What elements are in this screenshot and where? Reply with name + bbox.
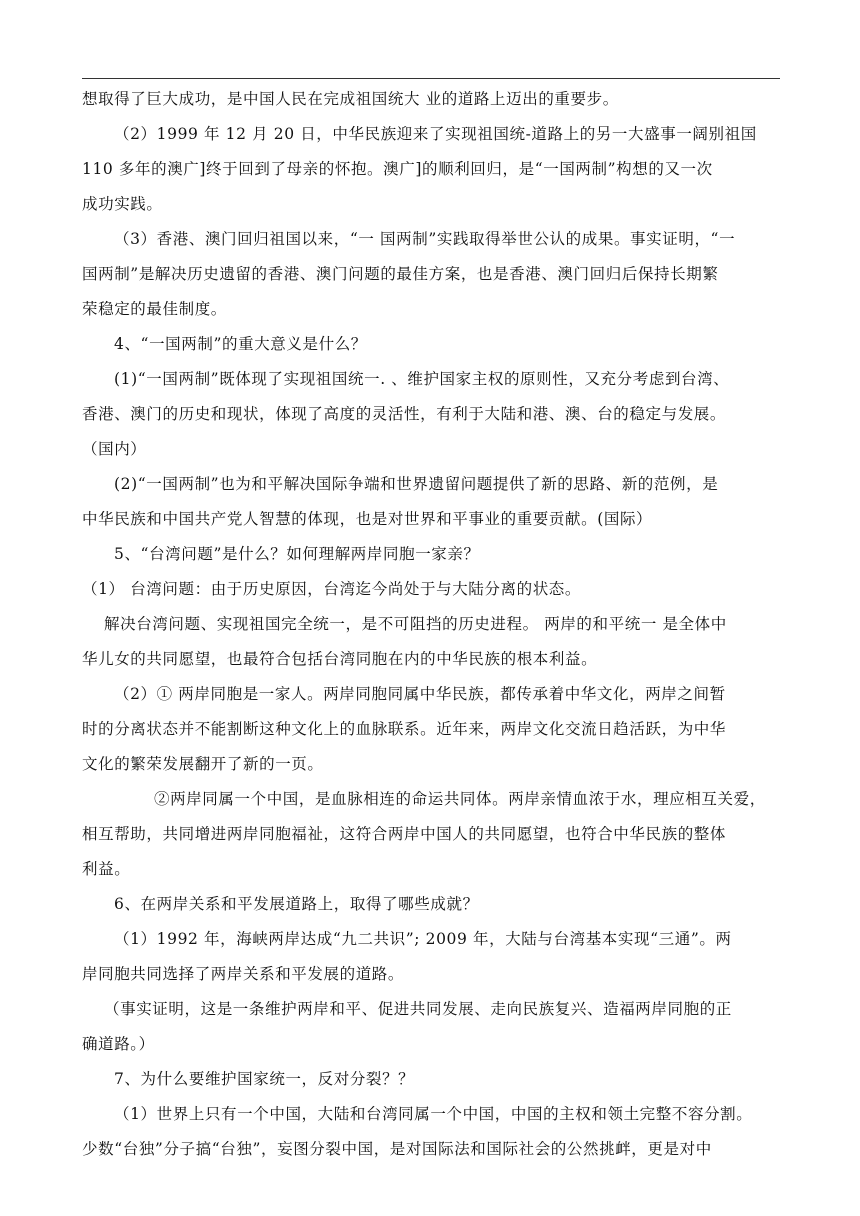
question-heading: 7、为什么要维护国家统一，反对分裂？？ [114,1070,415,1088]
text-line: （3）香港、澳门回归祖国以来，“一 国两制”实践取得举世公认的成果。事实证明，“一 [114,230,736,248]
text-line: （1）世界上只有一个中国，大陆和台湾同属一个中国，中国的主权和领土完整不容分割。 [114,1105,753,1123]
text-line: 香港、澳门的历史和现状，体现了高度的灵活性，有利于大陆和港、澳、台的稳定与发展。 [82,405,727,423]
text-line: (1)“一国两制”既体现了实现祖国统一. 、维护国家主权的原则性，又充分考虑到台湾、 [114,370,730,388]
text-line: 利益。 [82,860,131,878]
text-line: 岸同胞共同选择了两岸关系和平发展的道路。 [82,965,405,983]
question-heading: 5、“台湾问题”是什么？如何理解两岸同胞一家亲？ [114,545,480,563]
text-line: (2)“一国两制”也为和平解决国际争端和世界遗留问题提供了新的思路、新的范例，是 [114,475,719,493]
text-line: 少数“台独”分子搞“台独”，妄图分裂中国，是对国际法和国际社会的公然挑衅，更是对中 [82,1140,712,1158]
text-line: 110 多年的澳广]终于回到了母亲的怀抱。澳广]的顺利回归，是“一国两制”构想的又一次 [82,160,713,178]
text-line: 想取得了巨大成功，是中国人民在完成祖国统大 业的道路上迈出的重要步。 [82,90,619,108]
text-line: （1）1992 年，海峡两岸达成“九二共识”; 2009 年，大陆与台湾基本实现“三通”。两 [114,930,732,948]
text-line: 文化的繁荣发展翻开了新的一页。 [82,755,324,773]
text-line: （事实证明，这是一条维护两岸和平、促进共同发展、走向民族复兴、造福两岸同胞的正 [104,1000,732,1018]
text-line: ②两岸同属一个中国，是血脉相连的命运共同体。两岸亲情血浓于水，理应相互关爱， [154,790,766,808]
text-line: （1） 台湾问题：由于历史原因，台湾迄今尚处于与大陆分离的状态。 [82,580,581,598]
text-line: 解决台湾问题、实现祖国完全统一，是不可阻挡的历史进程。 两岸的和平统一 是全体中 [104,615,727,633]
text-line: 相互帮助，共同增进两岸同胞福祉，这符合两岸中国人的共同愿望，也符合中华民族的整体 [82,825,727,843]
question-heading: 4、“一国两制”的重大意义是什么？ [114,335,367,353]
text-line: 成功实践。 [82,195,163,213]
text-line: 华儿女的共同愿望，也最符合包括台湾同胞在内的中华民族的根本利益。 [82,650,598,668]
header-rule [82,78,780,79]
text-line: 国两制”是解决历史遗留的香港、澳门问题的最佳方案，也是香港、澳门回归后保持长期繁 [82,265,719,283]
text-line: （国内） [82,440,147,458]
text-line: （2）1999 年 12 月 20 日，中华民族迎来了实现祖国统-道路上的另一大盛事一阔别祖国 [114,125,757,143]
text-line: 时的分离状态并不能割断这种文化上的血脉联系。近年来，两岸文化交流日趋活跃，为中华 [82,720,727,738]
text-line: （2）① 两岸同胞是一家人。两岸同胞同属中华民族，都传承着中华文化，两岸之间暂 [114,685,726,703]
text-line: 确道路。） [82,1035,155,1053]
text-line: 荣稳定的最佳制度。 [82,300,227,318]
question-heading: 6、在两岸关系和平发展道路上，取得了哪些成就？ [114,895,479,913]
text-line: 中华民族和中国共产党人智慧的体现，也是对世界和平事业的重要贡献。(国际） [82,510,653,528]
